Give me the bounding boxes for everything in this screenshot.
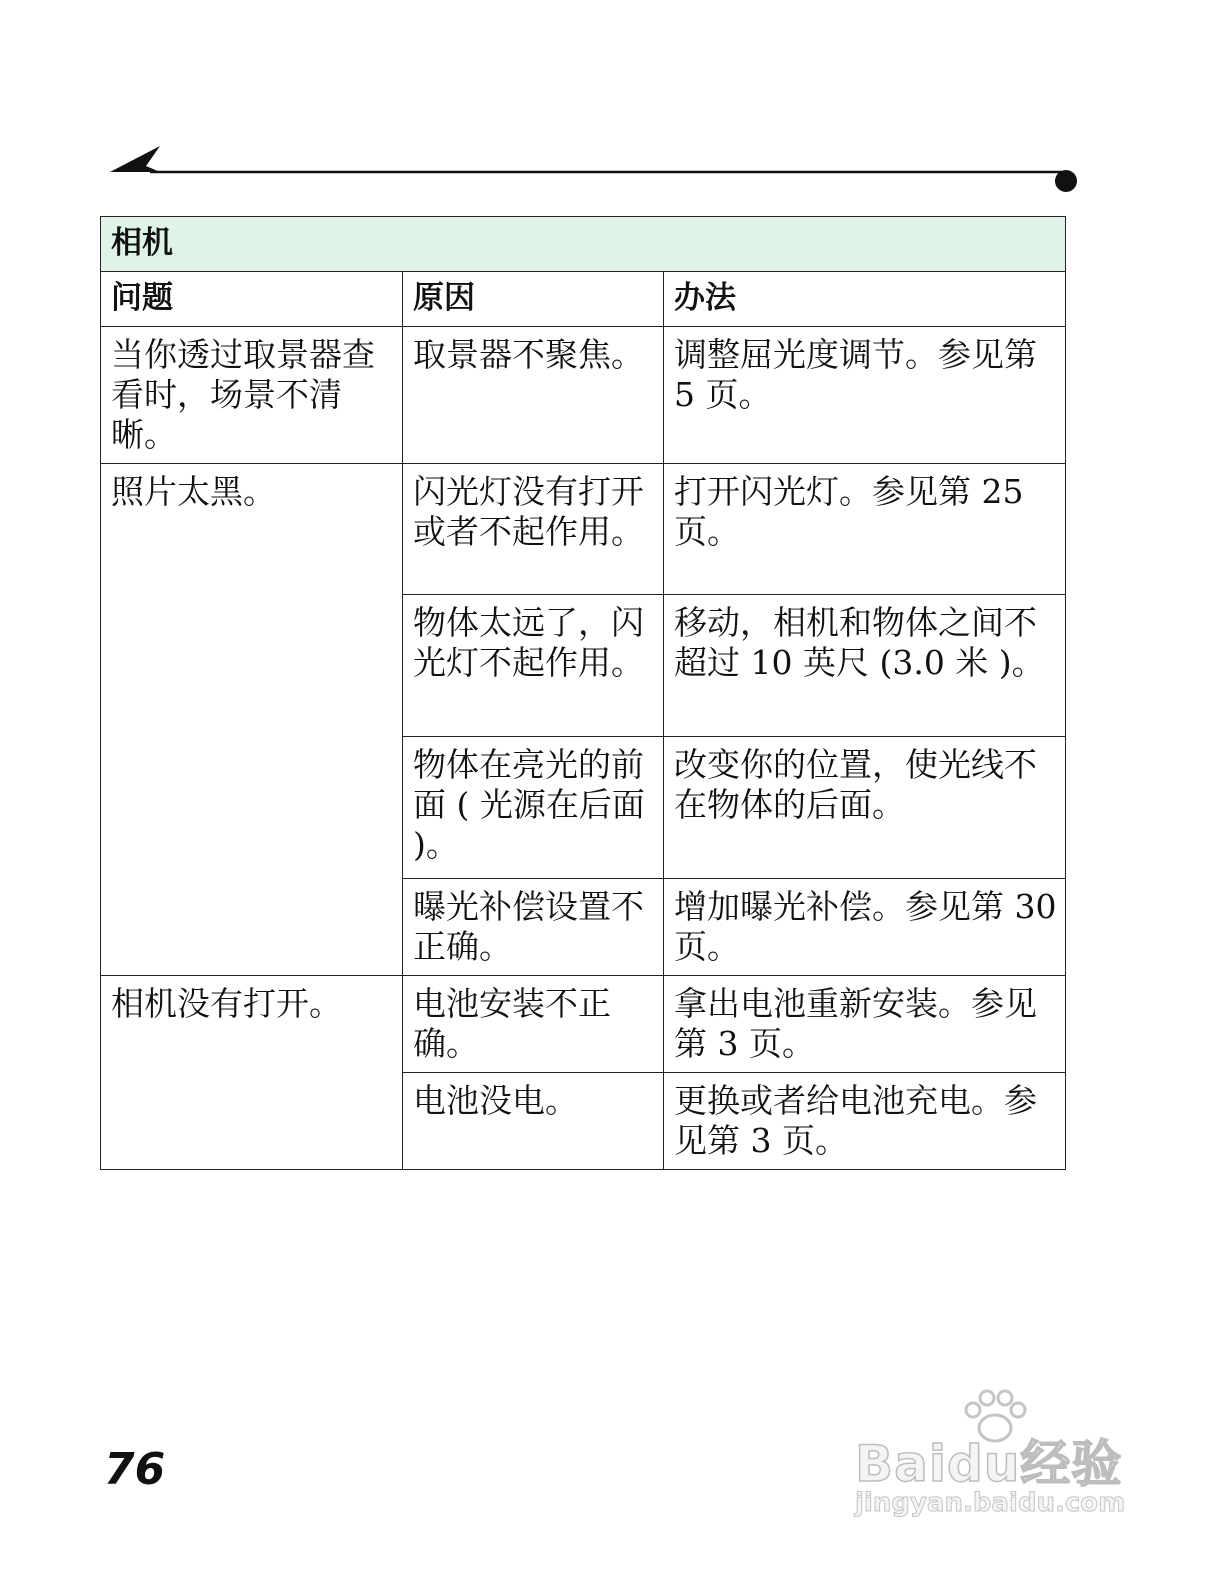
section-header-row: [101, 217, 1066, 272]
solution-cell: 调整屈光度调节。参见第 5 页。: [664, 327, 1066, 464]
solution-cell: 移动，相机和物体之间不超过 10 英尺 (3.0 米 )。: [664, 595, 1066, 737]
column-header-solution: 办法: [664, 272, 1066, 327]
section-title: 相机: [101, 217, 1066, 272]
solution-cell: 增加曝光补偿。参见第 30 页。: [664, 879, 1066, 976]
solution-cell: 拿出电池重新安装。参见第 3 页。: [664, 976, 1066, 1073]
problem-cell: 照片太黑。: [101, 464, 403, 976]
solution-cell: 更换或者给电池充电。参见第 3 页。: [664, 1073, 1066, 1170]
cause-cell: 物体在亮光的前面 ( 光源在后面 )。: [403, 737, 664, 879]
watermark-url: jingyan.baidu.com: [855, 1488, 1126, 1518]
column-header-row: [101, 272, 1066, 327]
column-header-problem: 问题: [101, 272, 403, 327]
problem-cell: 相机没有打开。: [101, 976, 403, 1170]
solution-cell: 打开闪光灯。参见第 25 页。: [664, 464, 1066, 595]
cause-cell: 曝光补偿设置不正确。: [403, 879, 664, 976]
problem-cell: 当你透过取景器查看时，场景不清晰。: [101, 327, 403, 464]
page-number: 76: [104, 1444, 166, 1495]
cause-cell: 电池没电。: [403, 1073, 664, 1170]
table-row: [101, 464, 1066, 595]
header-rule: [0, 0, 1224, 200]
solution-cell: 改变你的位置，使光线不在物体的后面。: [664, 737, 1066, 879]
table-row: [101, 976, 1066, 1073]
troubleshooting-table: [100, 216, 1066, 1170]
watermark-brand: Baidu经验: [855, 1435, 1123, 1493]
column-header-cause: 原因: [403, 272, 664, 327]
swoosh-icon: [110, 146, 160, 172]
cause-cell: 取景器不聚焦。: [403, 327, 664, 464]
cause-cell: 电池安装不正确。: [403, 976, 664, 1073]
rule-end-dot: [1055, 170, 1077, 192]
watermark: [855, 1388, 1155, 1528]
cause-cell: 物体太远了，闪光灯不起作用。: [403, 595, 664, 737]
table-row: [101, 327, 1066, 464]
cause-cell: 闪光灯没有打开或者不起作用。: [403, 464, 664, 595]
